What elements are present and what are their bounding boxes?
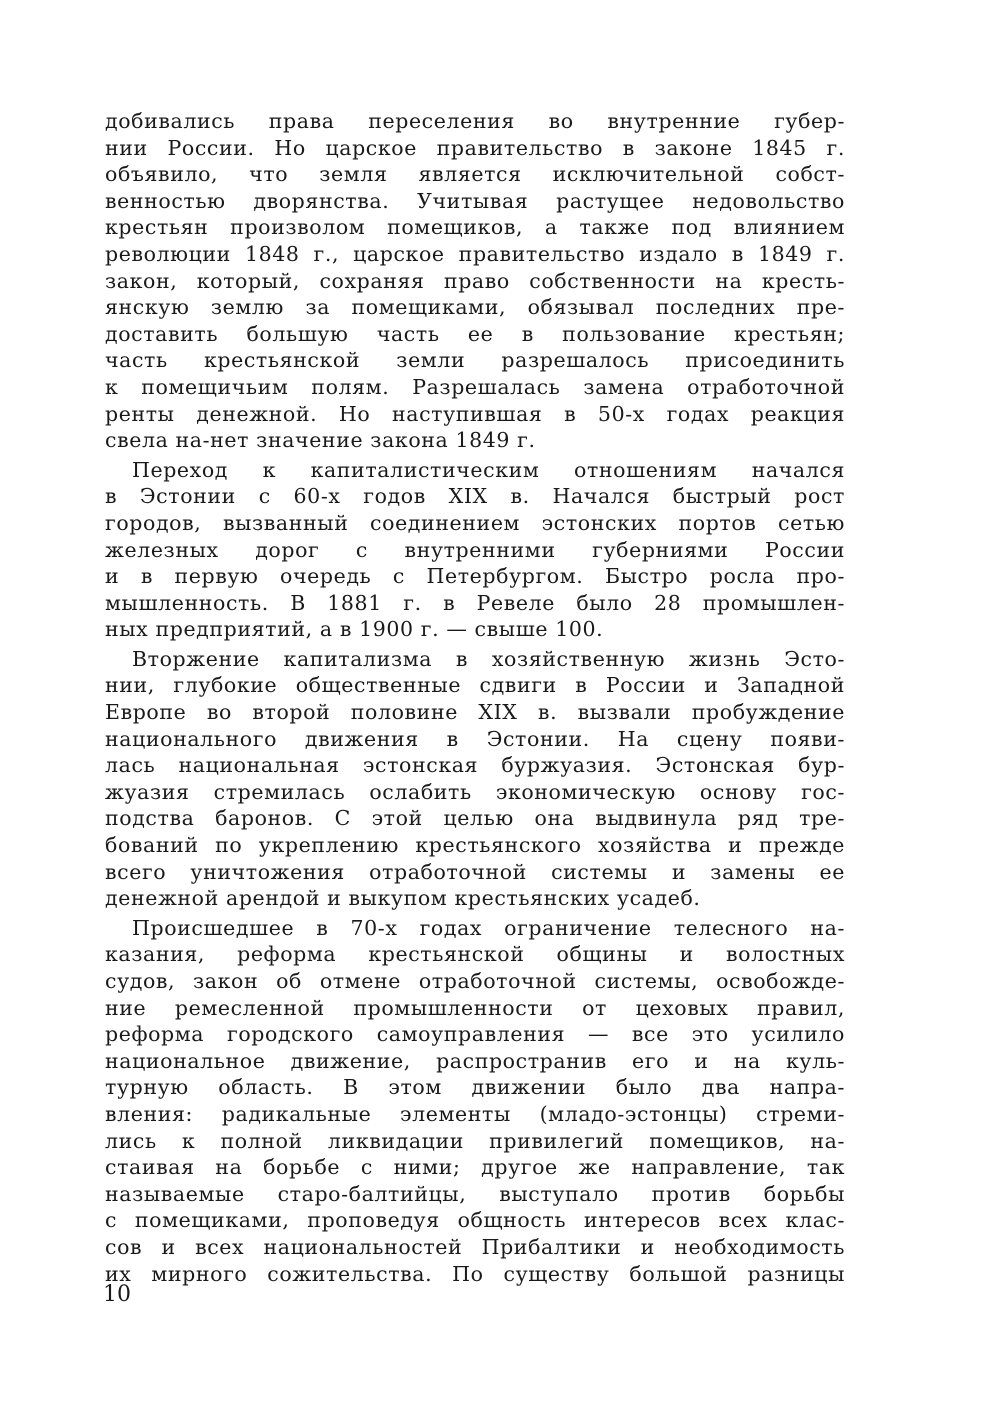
text-line: нии, глубокие общественные сдвиги в России и Западной: [105, 673, 845, 698]
text-line: объявило, что земля является исключительной собст-: [105, 162, 845, 187]
text-line: крестьян произволом помещиков, а также под влиянием: [105, 215, 845, 240]
text-line: национальное движение, распространив его и на куль-: [105, 1048, 845, 1073]
text-line: добивались права переселения во внутренние губер-: [105, 109, 845, 133]
text-line: закон, который, сохраняя право собственности на кресть-: [105, 268, 845, 293]
text-line: бований по укреплению крестьянского хозяйства и прежде: [105, 833, 845, 858]
text-line: турную область. В этом движении было два напра-: [105, 1075, 845, 1100]
page-number: 10: [103, 1282, 131, 1307]
text-line: Вторжение капитализма в хозяйственную жизнь Эсто-: [132, 646, 845, 671]
text-line: свела на-нет значение закона 1849 г.: [105, 428, 536, 453]
text-line: стаивая на борьбе с ними; другое же направление, так: [105, 1155, 845, 1180]
text-line: денежной арендой и выкупом крестьянских усадеб.: [105, 886, 701, 911]
text-line: железных дорог с внутренними губерниями России: [105, 537, 845, 562]
text-line: в Эстонии с 60-х годов XIX в. Начался быстрый рост: [105, 484, 845, 509]
text-line: подства баронов. С этой целью она выдвинула ряд тре-: [105, 806, 845, 831]
text-line: национального движения в Эстонии. На сцену появи-: [105, 726, 845, 751]
text-line: реформа городского самоуправления — все это усилило: [105, 1022, 845, 1047]
text-line: их мирного сожительства. По существу большой разницы: [105, 1261, 845, 1286]
text-line: революции 1848 г., царское правительство издало в 1849 г.: [105, 241, 845, 266]
text-line: и в первую очередь с Петербургом. Быстро росла про-: [105, 564, 845, 589]
text-line: мышленность. В 1881 г. в Ревеле было 28 промышлен-: [105, 590, 845, 615]
text-line: городов, вызванный соединением эстонских портов сетью: [105, 510, 845, 535]
paragraph-2: [105, 457, 845, 643]
text-line: сов и всех национальностей Прибалтики и необходимость: [105, 1234, 845, 1259]
text-line: казания, реформа крестьянской общины и волостных: [105, 942, 845, 967]
text-line: лась национальная эстонская буржуазия. Эстонская бур-: [105, 753, 845, 778]
body-text: [105, 108, 845, 1290]
text-line: янскую землю за помещиками, обязывал последних пре-: [105, 295, 845, 320]
paragraph-4: [105, 915, 845, 1287]
paragraph-1: [105, 108, 845, 454]
text-line: лись к полной ликвидации привилегий помещиков, на-: [105, 1128, 845, 1153]
text-line: нии России. Но царское правительство в законе 1845 г.: [105, 135, 845, 160]
text-line: ренты денежной. Но наступившая в 50-х годах реакция: [105, 401, 845, 426]
text-line: к помещичьим полям. Разрешалась замена отработочной: [105, 374, 845, 399]
text-line: доставить большую часть ее в пользование крестьян;: [105, 321, 845, 346]
text-line: ных предприятий, а в 1900 г. — свыше 100.: [105, 617, 604, 642]
text-line: судов, закон об отмене отработочной системы, освобожде-: [105, 969, 845, 993]
text-line: жуазия стремилась ослабить экономическую основу гос-: [105, 779, 845, 804]
text-line: Европе во второй половине XIX в. вызвали пробуждение: [105, 700, 845, 725]
text-line: называемые старо-балтийцы, выступало против борьбы: [105, 1181, 845, 1206]
text-line: Переход к капиталистическим отношениям начался: [132, 457, 845, 482]
text-line: вления: радикальные элементы (младо-эстонцы) стреми-: [105, 1101, 845, 1126]
text-line: часть крестьянской земли разрешалось присоединить: [105, 348, 845, 373]
text-line: с помещиками, проповедуя общность интересов всех клас-: [105, 1208, 845, 1233]
text-line: Происшедшее в 70-х годах ограничение телесного на-: [132, 915, 845, 940]
text-line: венностью дворянства. Учитывая растущее недовольство: [105, 188, 845, 213]
paragraph-3: [105, 646, 845, 912]
text-line: всего уничтожения отработочной системы и замены ее: [105, 859, 845, 884]
text-line: ние ремесленной промышленности от цеховых правил,: [105, 995, 845, 1020]
